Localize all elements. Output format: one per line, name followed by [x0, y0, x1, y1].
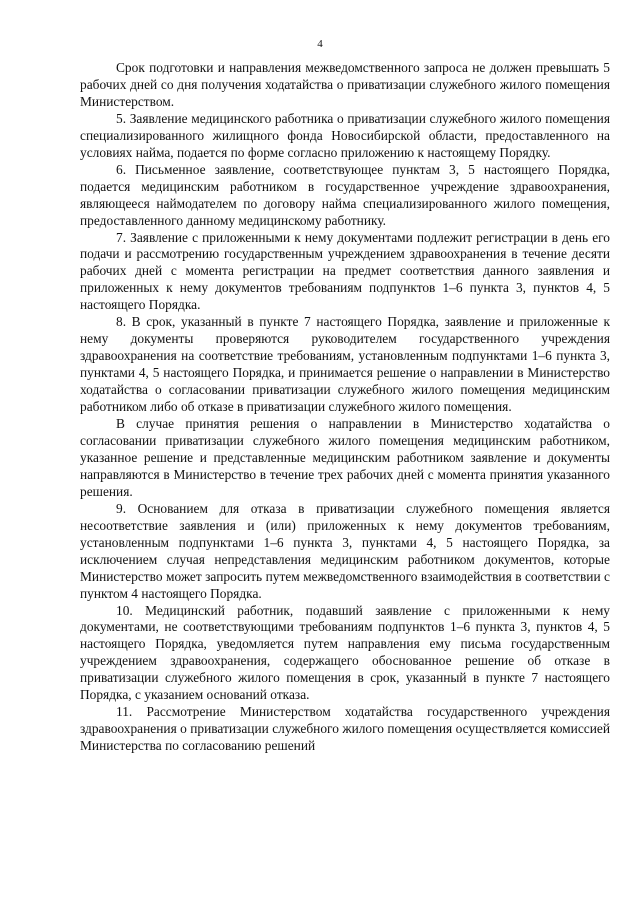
- document-body: [80, 60, 610, 755]
- paragraph-9: 9. Основанием для отказа в приватизации служебного помещения является несоответствие заявления и (или) приложенных к нему документов требованиям, установленным подпунктами 1–6 пункта 3, пунктами 4, 5 настоящего Порядка, за исключением случая непредставления медицинским работником документов, которые Министерство может запросить путем межведомственного взаимодействия в соответствии с пунктом 4 настоящего Порядка.: [80, 500, 610, 601]
- paragraph-intro: Срок подготовки и направления межведомственного запроса не должен превышать 5 рабочих дней со дня получения ходатайства о приватизации служебного жилого помещения Министерством.: [80, 60, 610, 109]
- paragraph-7: 7. Заявление с приложенными к нему документами подлежит регистрации в день его подачи и рассмотрению государственным учреждением здравоохранения в течение десяти рабочих дней с момента регистрации на предмет соответствия данного заявления и приложенных к нему документов требованиям подпунктов 1–6 пункта 3, пунктов 4, 5 настоящего Порядка.: [80, 229, 610, 313]
- paragraph-10: 10. Медицинский работник, подавший заявление с приложенными к нему документами, не соответствующими требованиям подпунктов 1–6 пункта 3, пунктов 4, 5 настоящего Порядка, уведомляется путем направления ему письма государственным учреждением здравоохранения, содержащего обоснованное решение об отказе в приватизации служебного жилого помещения в срок, указанный в пункте 7 настоящего Порядка, с указанием оснований отказа.: [80, 602, 610, 703]
- page-number: 4: [317, 38, 323, 50]
- paragraph-5: 5. Заявление медицинского работника о приватизации служебного жилого помещения специализированного жилищного фонда Новосибирской области, предоставленного на условиях найма, подается по форме согласно приложению к настоящему Порядку.: [80, 110, 610, 160]
- paragraph-8-continued: В случае принятия решения о направлении в Министерство ходатайства о согласовании приватизации служебного жилого помещения медицинским работником, указанное решение и представленные медицинским работником заявление и документы направляются в Министерство в течение трех рабочих дней с момента принятия указанного решения.: [80, 416, 610, 499]
- paragraph-6: 6. Письменное заявление, соответствующее пунктам 3, 5 настоящего Порядка, подается медицинским работником в государственное учреждение здравоохранения, являющееся наймодателем по договору найма специализированного жилого помещения, предоставленного данному медицинскому работнику.: [80, 161, 610, 228]
- paragraph-11: 11. Рассмотрение Министерством ходатайства государственного учреждения здравоохранения о приватизации служебного жилого помещения осуществляется комиссией Министерства по согласованию решений: [80, 704, 610, 754]
- paragraph-8: 8. В срок, указанный в пункте 7 настоящего Порядка, заявление и приложенные к нему документы проверяются руководителем государственного учреждения здравоохранения на соответствие требованиям, установленным подпунктами 1–6 пункта 3, пунктами 4, 5 настоящего Порядка, и принимается решение о направлении в Министерство ходатайства о согласовании приватизации служебного жилого помещения медицинским работником либо об отказе в приватизации служебного жилого помещения.: [80, 314, 610, 415]
